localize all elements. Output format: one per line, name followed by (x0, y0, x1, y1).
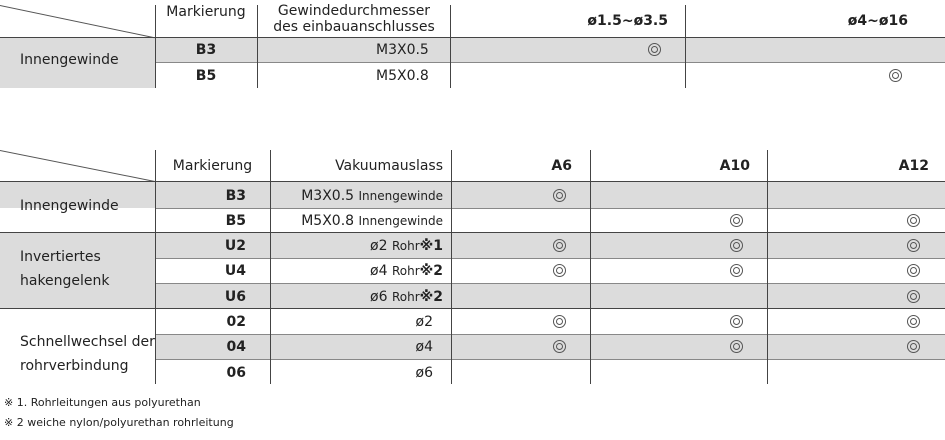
double-circle-icon (553, 239, 566, 252)
double-circle-icon (730, 239, 743, 252)
group-label-inverted-hook: Invertiertes hakengelenk (20, 249, 110, 289)
row-value: ø4 Rohr※2 (370, 263, 443, 279)
row-code: U6 (224, 289, 246, 305)
row-value: ø2 Rohr※1 (370, 238, 443, 254)
header-range-large: ø4~ø16 (847, 13, 908, 29)
header-marking: Markierung (172, 158, 253, 174)
double-circle-icon (907, 214, 920, 227)
row-code: B5 (195, 68, 217, 84)
row-code: U2 (224, 238, 246, 254)
group-label-innengewinde: Innengewinde (20, 52, 119, 68)
double-circle-icon (907, 340, 920, 353)
header-a10: A10 (719, 158, 750, 174)
header-range-small: ø1.5~ø3.5 (587, 13, 668, 29)
footnote-1: ※ 1. Rohrleitungen aus polyurethan (4, 396, 201, 409)
row-value: ø2 (415, 314, 433, 330)
row-value: ø6 Rohr※2 (370, 289, 443, 305)
row-code: 04 (226, 339, 246, 355)
double-circle-icon (907, 264, 920, 277)
row-code: 02 (226, 314, 246, 330)
double-circle-icon (730, 264, 743, 277)
double-circle-icon (553, 189, 566, 202)
double-circle-icon (553, 340, 566, 353)
double-circle-icon (907, 290, 920, 303)
row-code: U4 (224, 263, 246, 279)
double-circle-icon (648, 43, 661, 56)
row-value: ø6 (415, 365, 433, 381)
group-label-quick-change: Schnellwechsel der rohrverbindung (20, 334, 155, 374)
header-diameter: Gewindedurchmesser des einbauanschlusses (273, 3, 435, 35)
row-code: B3 (225, 188, 246, 204)
double-circle-icon (889, 69, 902, 82)
row-code: B5 (225, 213, 246, 229)
header-a12: A12 (898, 158, 929, 174)
row-value: M3X0.5 Innengewinde (301, 188, 443, 204)
header-vacuum-outlet: Vakuumauslass (335, 158, 443, 174)
header-a6: A6 (551, 158, 572, 174)
row-value: M3X0.5 (376, 42, 429, 58)
row-value: M5X0.8 Innengewinde (301, 213, 443, 229)
double-circle-icon (907, 315, 920, 328)
group-label-innengewinde: Innengewinde (20, 198, 119, 214)
double-circle-icon (553, 264, 566, 277)
header-marking: Markierung (166, 4, 246, 20)
double-circle-icon (553, 315, 566, 328)
double-circle-icon (907, 239, 920, 252)
row-value: ø4 (415, 339, 433, 355)
row-code: B3 (195, 42, 217, 58)
double-circle-icon (730, 315, 743, 328)
row-value: M5X0.8 (376, 68, 429, 84)
double-circle-icon (730, 340, 743, 353)
footnote-2: ※ 2 weiche nylon/polyurethan rohrleitung (4, 416, 234, 429)
row-code: 06 (226, 365, 246, 381)
double-circle-icon (730, 214, 743, 227)
